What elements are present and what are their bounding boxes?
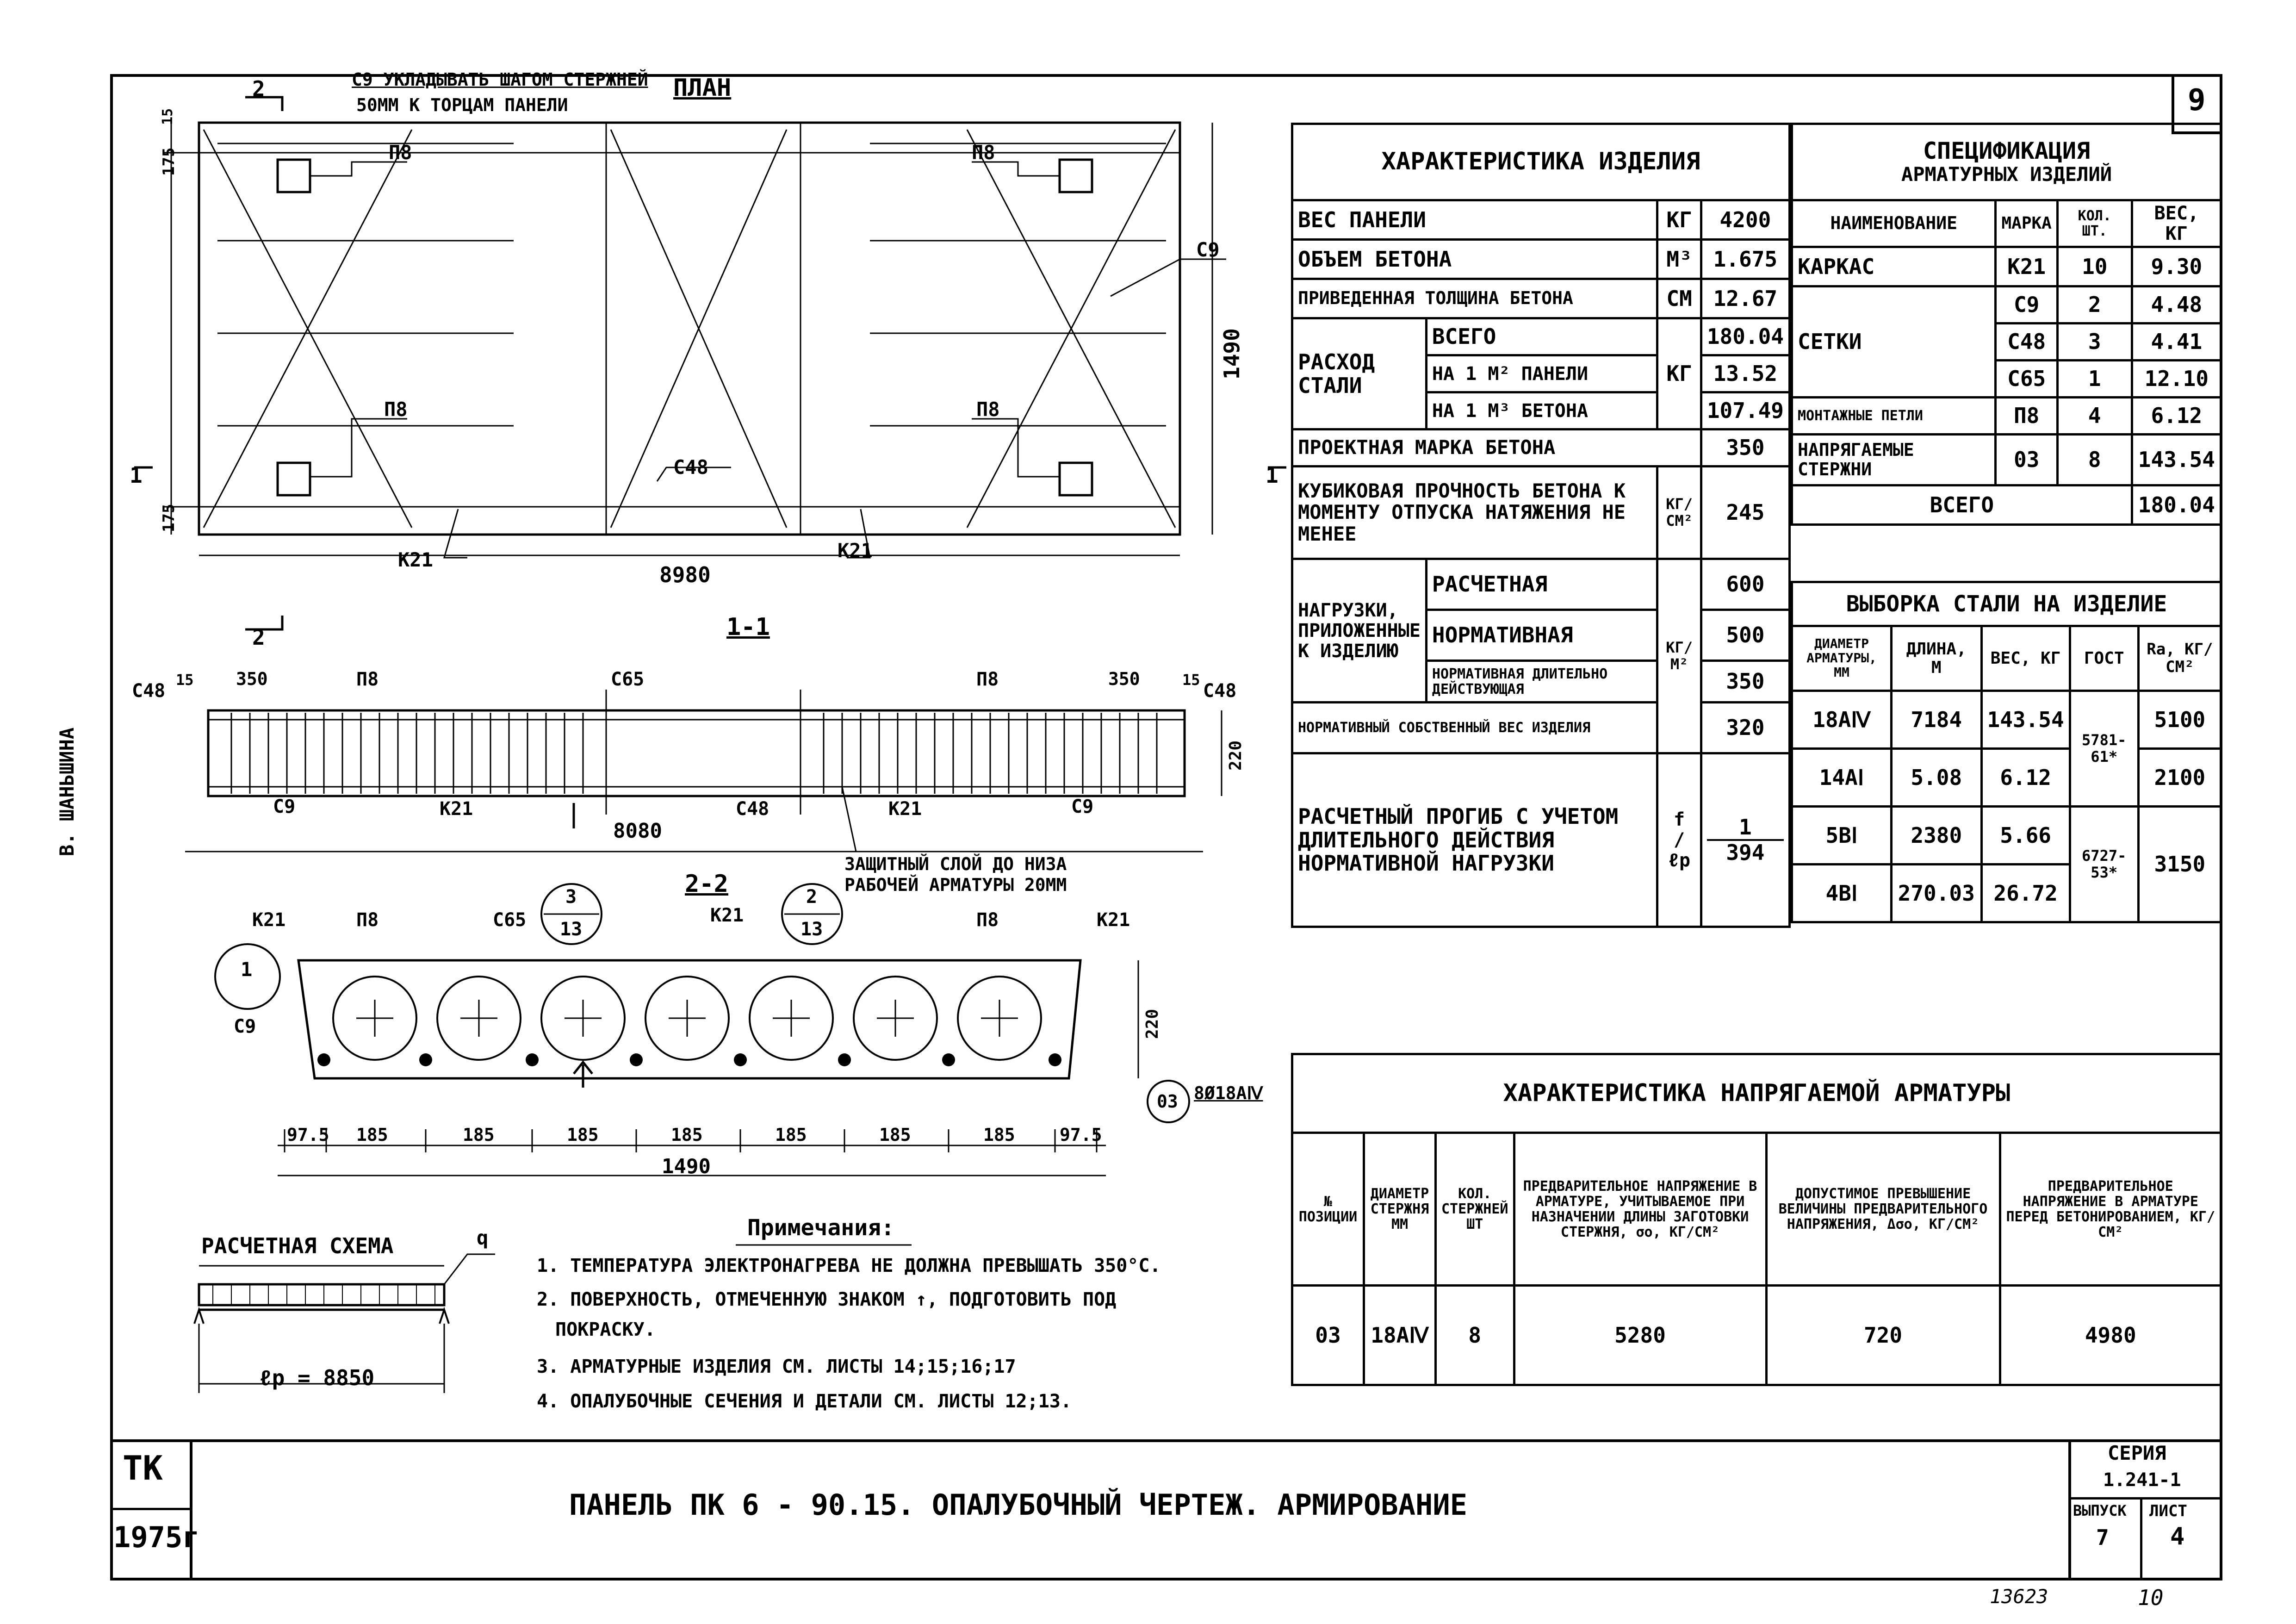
steel-selection-table bbox=[1791, 581, 2222, 923]
section-marker-1-left: 1 bbox=[130, 463, 143, 488]
steel-row-2-weight: 5.66 bbox=[1981, 807, 2070, 865]
char-weight-label: ВЕС ПАНЕЛИ bbox=[1292, 200, 1657, 240]
section-1-1-stirrups bbox=[231, 713, 1157, 794]
section-marker-2-top: 2 bbox=[252, 76, 265, 101]
char-load-norm-value: 500 bbox=[1701, 610, 1789, 661]
prestress-header-sigma: ПРЕДВАРИТЕЛЬНОЕ НАПРЯЖЕНИЕ В АРМАТУРЕ, УЧИТЫВАЕМОЕ ПРИ НАЗНАЧЕНИИ ДЛИНЫ ЗАГОТОВКИ СТЕРЖНЯ, σo, КГ/СМ² bbox=[1514, 1133, 1766, 1286]
s11-label-c9-left: С9 bbox=[273, 796, 296, 817]
char-strength-label: КУБИКОВАЯ ПРОЧНОСТЬ БЕТОНА К МОМЕНТУ ОТПУСКА НАТЯЖЕНИЯ НЕ МЕНЕЕ bbox=[1292, 467, 1657, 559]
spec-row-5-name: НАПРЯГАЕМЫЕ СТЕРЖНИ bbox=[1792, 435, 1996, 485]
steel-selection-title: ВЫБОРКА СТАЛИ НА ИЗДЕЛИЕ bbox=[1792, 582, 2222, 626]
steel-header-len: ДЛИНА, М bbox=[1892, 626, 1982, 691]
char-deflection-unit: f / ℓp bbox=[1657, 753, 1701, 927]
s22-label-p8-left: П8 bbox=[356, 909, 379, 931]
prestress-row-sigma: 5280 bbox=[1514, 1286, 1766, 1385]
spec-row-4-weight: 6.12 bbox=[2132, 398, 2221, 435]
spec-row-0-mark: К21 bbox=[1996, 247, 2057, 286]
prestress-header-pos: № ПОЗИЦИИ bbox=[1292, 1133, 1364, 1286]
spec-row-4-mark: П8 bbox=[1996, 398, 2057, 435]
s11-dim-220: 220 bbox=[1226, 740, 1245, 771]
s11-label-c48-bottom: С48 bbox=[736, 798, 769, 820]
scheme-span: ℓp = 8850 bbox=[259, 1365, 375, 1390]
steel-header-dia: ДИАМЕТР АРМАТУРЫ, ММ bbox=[1792, 626, 1892, 691]
spec-row-3-weight: 12.10 bbox=[2132, 361, 2221, 398]
s22-position-03: 03 bbox=[1157, 1091, 1178, 1112]
prestress-row-delta: 720 bbox=[1766, 1286, 2000, 1385]
stamp-page: 10 bbox=[2138, 1585, 2164, 1610]
char-load-calc-label: РАСЧЕТНАЯ bbox=[1426, 559, 1657, 610]
char-steel-m2-value: 13.52 bbox=[1701, 355, 1789, 392]
spec-total-value: 180.04 bbox=[2132, 485, 2221, 525]
spec-row-5-qty: 8 bbox=[2057, 435, 2132, 485]
plan-label-p8-top-right: П8 bbox=[972, 141, 995, 164]
prestress-row-qty: 8 bbox=[1436, 1286, 1514, 1385]
s11-label-c48-right: С48 bbox=[1203, 680, 1237, 702]
spec-row-1-name: СЕТКИ bbox=[1792, 286, 1996, 398]
note-4: 4. ОПАЛУБОЧНЫЕ СЕЧЕНИЯ И ДЕТАЛИ СМ. ЛИСТЫ 12;13. bbox=[537, 1391, 1072, 1412]
notes-title: Примечания: bbox=[747, 1215, 894, 1241]
steel-row-1-dia: 14АⅠ bbox=[1792, 749, 1892, 807]
s22-dim-4: 185 bbox=[671, 1125, 703, 1145]
char-deflection-label: РАСЧЕТНЫЙ ПРОГИБ С УЧЕТОМ ДЛИТЕЛЬНОГО ДЕЙСТВИЯ НОРМАТИВНОЙ НАГРУЗКИ bbox=[1292, 753, 1657, 927]
characteristics-title: ХАРАКТЕРИСТИКА ИЗДЕЛИЯ bbox=[1292, 124, 1790, 200]
s22-dim-6: 185 bbox=[879, 1125, 911, 1145]
spec-row-2-weight: 4.41 bbox=[2132, 324, 2221, 361]
char-grade-value: 350 bbox=[1701, 429, 1789, 467]
s22-dim-7: 185 bbox=[983, 1125, 1015, 1145]
s22-bars: 8Ø18АⅣ bbox=[1194, 1083, 1263, 1103]
char-thickness-unit: СМ bbox=[1657, 279, 1701, 318]
note-2: 2. ПОВЕРХНОСТЬ, ОТМЕЧЕННУЮ ЗНАКОМ ↑, ПОДГОТОВИТЬ ПОД bbox=[537, 1289, 1117, 1310]
spec-total-label: ВСЕГО bbox=[1792, 485, 2132, 525]
char-load-long-value: 350 bbox=[1701, 661, 1789, 703]
s22-label-k21-mid: К21 bbox=[710, 905, 744, 926]
s22-label-k21-left: К21 bbox=[252, 909, 286, 931]
prestress-row-final: 4980 bbox=[2000, 1286, 2222, 1385]
spec-row-2-mark: С48 bbox=[1996, 324, 2057, 361]
title-block-series-label: СЕРИЯ bbox=[2108, 1442, 2166, 1464]
char-volume-value: 1.675 bbox=[1701, 240, 1789, 279]
prestress-row-pos: 03 bbox=[1292, 1286, 1364, 1385]
spec-row-4-name: МОНТАЖНЫЕ ПЕТЛИ bbox=[1792, 398, 1996, 435]
char-volume-unit: М³ bbox=[1657, 240, 1701, 279]
note-3: 3. АРМАТУРНЫЕ ИЗДЕЛИЯ СМ. ЛИСТЫ 14;15;16;17 bbox=[537, 1356, 1016, 1377]
spec-row-4-qty: 4 bbox=[2057, 398, 2132, 435]
section-marker-1-right: 1 bbox=[1266, 463, 1278, 488]
s22-label-k21-right: К21 bbox=[1097, 909, 1130, 931]
char-deflection-num: 1 bbox=[1707, 815, 1784, 841]
s22-dim-8: 97.5 bbox=[1060, 1125, 1102, 1145]
s11-label-k21-right: К21 bbox=[888, 798, 922, 820]
char-strength-unit: КГ/СМ² bbox=[1657, 467, 1701, 559]
steel-row-0-ra: 5100 bbox=[2138, 691, 2221, 749]
s22-node-3: 3 bbox=[565, 886, 577, 908]
s11-label-p8-right: П8 bbox=[976, 669, 999, 690]
s22-dim-5: 185 bbox=[775, 1125, 807, 1145]
prestress-title: ХАРАКТЕРИСТИКА НАПРЯГАЕМОЙ АРМАТУРЫ bbox=[1292, 1054, 2222, 1133]
spec-row-0-weight: 9.30 bbox=[2132, 247, 2221, 286]
plan-label-k21-right: К21 bbox=[838, 539, 873, 562]
char-steel-label: РАСХОД СТАЛИ bbox=[1292, 318, 1427, 429]
plan-title: ПЛАН bbox=[673, 74, 732, 102]
char-thickness-value: 12.67 bbox=[1701, 279, 1789, 318]
char-load-long-label: НОРМАТИВНАЯ ДЛИТЕЛЬНО ДЕЙСТВУЮЩАЯ bbox=[1426, 661, 1657, 703]
title-block-sheet-label: ЛИСТ bbox=[2149, 1502, 2187, 1520]
plan-label-c48: С48 bbox=[673, 456, 708, 479]
char-steel-m3-value: 107.49 bbox=[1701, 392, 1789, 429]
steel-row-2-len: 2380 bbox=[1892, 807, 1982, 865]
char-steel-unit: КГ bbox=[1657, 318, 1701, 429]
prestress-header-final: ПРЕДВАРИТЕЛЬНОЕ НАПРЯЖЕНИЕ В АРМАТУРЕ ПЕРЕД БЕТОНИРОВАНИЕМ, КГ/СМ² bbox=[2000, 1133, 2222, 1286]
spec-row-3-mark: С65 bbox=[1996, 361, 2057, 398]
spec-row-5-weight: 143.54 bbox=[2132, 435, 2221, 485]
plan-label-p8-top-left: П8 bbox=[389, 141, 412, 164]
steel-row-1-weight: 6.12 bbox=[1981, 749, 2070, 807]
title-block-issue: 7 bbox=[2096, 1525, 2109, 1550]
spec-row-5-mark: 03 bbox=[1996, 435, 2057, 485]
spec-row-0-qty: 10 bbox=[2057, 247, 2132, 286]
s22-dim-1: 185 bbox=[356, 1125, 388, 1145]
title-block-tk: ТК bbox=[123, 1449, 163, 1487]
char-steel-m3-label: НА 1 М³ БЕТОНА bbox=[1426, 392, 1657, 429]
char-load-norm-label: НОРМАТИВНАЯ bbox=[1426, 610, 1657, 661]
char-weight-unit: КГ bbox=[1657, 200, 1701, 240]
title-block-year: 1975г bbox=[113, 1520, 200, 1554]
s11-label-c65: С65 bbox=[611, 669, 645, 690]
char-deflection-value bbox=[1701, 753, 1789, 927]
steel-row-1-len: 5.08 bbox=[1892, 749, 1982, 807]
char-thickness-label: ПРИВЕДЕННАЯ ТОЛЩИНА БЕТОНА bbox=[1292, 279, 1657, 318]
section-2-2-title: 2-2 bbox=[685, 870, 728, 898]
spec-header-mark: МАРКА bbox=[1996, 200, 2057, 247]
cover-note-1: ЗАЩИТНЫЙ СЛОЙ ДО НИЗА bbox=[844, 854, 1067, 874]
drawing-area bbox=[0, 0, 1286, 1444]
s22-node-1: 1 bbox=[241, 958, 253, 981]
specification-table bbox=[1791, 123, 2222, 526]
title-block-series-box bbox=[2068, 1439, 2071, 1580]
s22-dim-total: 1490 bbox=[662, 1155, 711, 1178]
plan-dim-length: 8980 bbox=[659, 562, 711, 587]
plan-view bbox=[134, 97, 1286, 629]
steel-row-0-len: 7184 bbox=[1892, 691, 1982, 749]
s11-label-p8-left: П8 bbox=[356, 669, 379, 690]
spec-header-qty: КОЛ. ШТ. bbox=[2057, 200, 2132, 247]
char-volume-label: ОБЪЕМ БЕТОНА bbox=[1292, 240, 1657, 279]
section-1-1-title: 1-1 bbox=[726, 613, 770, 641]
prestress-table bbox=[1291, 1053, 2222, 1386]
spec-title-2: АРМАТУРНЫХ ИЗДЕЛИЙ bbox=[1901, 163, 2112, 186]
s22-label-c65: С65 bbox=[493, 909, 527, 931]
section-1-1 bbox=[185, 690, 1222, 852]
s22-node-13-left: 13 bbox=[560, 919, 583, 940]
s22-node-2: 2 bbox=[806, 886, 818, 908]
s11-label-350-right: 350 bbox=[1108, 669, 1140, 689]
steel-row-2-dia: 5BⅠ bbox=[1792, 807, 1892, 865]
plan-label-c9: С9 bbox=[1196, 238, 1220, 261]
title-block-series-line bbox=[2068, 1497, 2222, 1500]
s22-label-p8-right: П8 bbox=[976, 909, 999, 931]
spec-row-1-mark: С9 bbox=[1996, 286, 2057, 324]
plan-dim-15: 15 bbox=[160, 108, 176, 125]
note-2-cont: ПОКРАСКУ. bbox=[555, 1319, 656, 1340]
prestress-header-delta: ДОПУСТИМОЕ ПРЕВЫШЕНИЕ ВЕЛИЧИНЫ ПРЕДВАРИТЕЛЬНОГО НАПРЯЖЕНИЯ, Δσo, КГ/СМ² bbox=[1766, 1133, 2000, 1286]
note-1: 1. ТЕМПЕРАТУРА ЭЛЕКТРОНАГРЕВА НЕ ДОЛЖНА ПРЕВЫШАТЬ 350°С. bbox=[537, 1255, 1161, 1276]
steel-row-3-ra: 3150 bbox=[2138, 807, 2221, 922]
prestress-header-qty: КОЛ. СТЕРЖНЕЙ ШТ bbox=[1436, 1133, 1514, 1286]
char-loads-label: НАГРУЗКИ, ПРИЛОЖЕННЫЕ К ИЗДЕЛИЮ bbox=[1292, 559, 1427, 703]
spec-title bbox=[1792, 124, 2222, 200]
char-grade-label: ПРОЕКТНАЯ МАРКА БЕТОНА bbox=[1292, 429, 1701, 467]
s22-node-13-right: 13 bbox=[800, 919, 823, 940]
spec-row-1-qty: 2 bbox=[2057, 286, 2132, 324]
spec-row-2-qty: 3 bbox=[2057, 324, 2132, 361]
stamp-inventory: 13623 bbox=[1990, 1585, 2048, 1608]
title-block-title: ПАНЕЛЬ ПК 6 - 90.15. ОПАЛУБОЧНЫЙ ЧЕРТЕЖ. АРМИРОВАНИЕ bbox=[569, 1488, 1468, 1522]
char-deflection-den: 394 bbox=[1726, 840, 1765, 865]
steel-row-3-weight: 26.72 bbox=[1981, 865, 2070, 922]
steel-gost-2: 6727-53* bbox=[2070, 807, 2138, 922]
char-self-weight-value: 320 bbox=[1701, 703, 1789, 753]
title-block-issue-label: ВЫПУСК bbox=[2073, 1502, 2127, 1519]
steel-row-0-weight: 143.54 bbox=[1981, 691, 2070, 749]
plan-note-2: 50ММ К ТОРЦАМ ПАНЕЛИ bbox=[356, 95, 568, 115]
section-marker-2-bottom: 2 bbox=[252, 625, 265, 650]
steel-row-0-dia: 18АⅣ bbox=[1792, 691, 1892, 749]
char-loads-unit: КГ/М² bbox=[1657, 559, 1701, 753]
scheme-title: РАСЧЕТНАЯ СХЕМА bbox=[201, 1233, 394, 1258]
plan-dim-width: 1490 bbox=[1219, 328, 1244, 380]
s22-dim-220: 220 bbox=[1143, 1008, 1162, 1039]
s11-label-350-left: 350 bbox=[236, 669, 268, 689]
plan-label-p8-bottom-left: П8 bbox=[384, 398, 408, 421]
section-2-2-voids bbox=[333, 977, 1041, 1060]
steel-row-3-len: 270.03 bbox=[1892, 865, 1982, 922]
s11-dim-8080: 8080 bbox=[613, 819, 662, 843]
title-block-issue-divider bbox=[2140, 1497, 2142, 1580]
steel-row-1-ra: 2100 bbox=[2138, 749, 2221, 807]
s22-dim-2: 185 bbox=[463, 1125, 495, 1145]
s22-label-c9: С9 bbox=[234, 1016, 256, 1037]
sheet-number: 9 bbox=[2188, 83, 2206, 118]
steel-header-ra: Ra, КГ/СМ² bbox=[2138, 626, 2221, 691]
s11-label-c48-left: С48 bbox=[132, 680, 166, 702]
spec-title-1: СПЕЦИФИКАЦИЯ bbox=[1923, 137, 2091, 165]
spec-row-1-weight: 4.48 bbox=[2132, 286, 2221, 324]
char-self-weight-label: НОРМАТИВНЫЙ СОБСТВЕННЫЙ ВЕС ИЗДЕЛИЯ bbox=[1292, 703, 1657, 753]
title-block-sheet: 4 bbox=[2170, 1523, 2185, 1550]
steel-row-3-dia: 4BⅠ bbox=[1792, 865, 1892, 922]
spec-row-0-name: КАРКАС bbox=[1792, 247, 1996, 286]
left-stamp: В. ШАНЬШИНА bbox=[56, 727, 78, 856]
s22-dim-0: 97.5 bbox=[287, 1125, 329, 1145]
characteristics-table bbox=[1291, 123, 1791, 928]
plan-label-k21-left: К21 bbox=[398, 548, 433, 571]
char-steel-m2-label: НА 1 М² ПАНЕЛИ bbox=[1426, 355, 1657, 392]
s22-dim-3: 185 bbox=[567, 1125, 599, 1145]
char-steel-total-label: ВСЕГО bbox=[1426, 318, 1657, 355]
prestress-row-dia: 18АⅣ bbox=[1364, 1286, 1436, 1385]
plan-label-p8-bottom-right: П8 bbox=[976, 398, 1000, 421]
char-strength-value: 245 bbox=[1701, 467, 1789, 559]
spec-header-weight: ВЕС, КГ bbox=[2132, 200, 2221, 247]
title-block-series: 1.241-1 bbox=[2103, 1469, 2181, 1491]
scheme-load: q bbox=[477, 1226, 489, 1249]
title-block-top-line bbox=[110, 1439, 2222, 1442]
plan-note-1: С9 УКЛАДЫВАТЬ ШАГОМ СТЕРЖНЕЙ bbox=[352, 69, 648, 90]
calc-scheme-hatch bbox=[213, 1284, 435, 1305]
steel-header-weight: ВЕС, КГ bbox=[1981, 626, 2070, 691]
plan-dim-175-bottom: 175 bbox=[160, 504, 178, 532]
steel-gost-1: 5781-61* bbox=[2070, 691, 2138, 807]
cover-note-2: РАБОЧЕЙ АРМАТУРЫ 20ММ bbox=[844, 875, 1067, 895]
prestress-header-dia: ДИАМЕТР СТЕРЖНЯ ММ bbox=[1364, 1133, 1436, 1286]
s11-label-15-left: 15 bbox=[176, 671, 194, 689]
plan-dim-175-top: 175 bbox=[160, 147, 178, 176]
char-steel-total-value: 180.04 bbox=[1701, 318, 1789, 355]
s11-label-k21-left: К21 bbox=[440, 798, 473, 820]
char-weight-value: 4200 bbox=[1701, 200, 1789, 240]
s11-label-c9-right: С9 bbox=[1071, 796, 1094, 817]
spec-header-name: НАИМЕНОВАНИЕ bbox=[1792, 200, 1996, 247]
title-block-tk-mid bbox=[110, 1508, 191, 1510]
s11-label-15-right: 15 bbox=[1182, 671, 1200, 689]
spec-row-3-qty: 1 bbox=[2057, 361, 2132, 398]
char-load-calc-value: 600 bbox=[1701, 559, 1789, 610]
steel-header-gost: ГОСТ bbox=[2070, 626, 2138, 691]
